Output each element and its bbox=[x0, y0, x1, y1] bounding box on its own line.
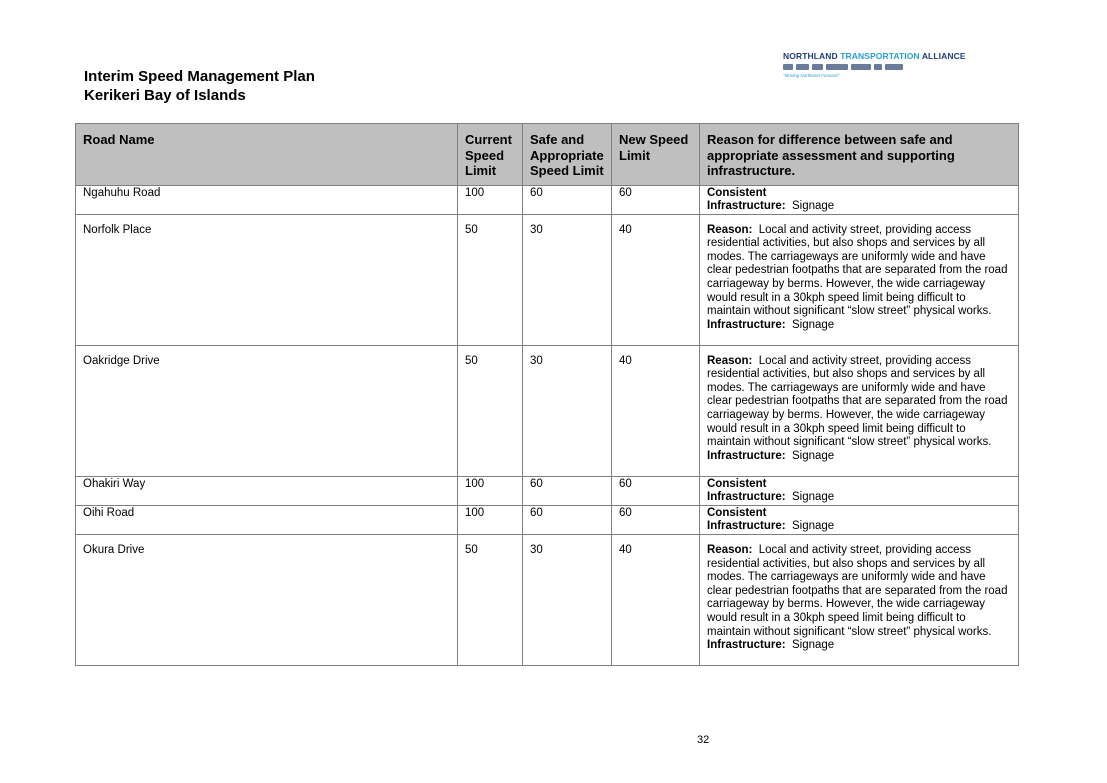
table-row bbox=[76, 505, 1019, 534]
new-speed-cell: 60 bbox=[612, 476, 700, 505]
road-name-cell: Norfolk Place bbox=[76, 214, 458, 345]
logo-name: NORTHLAND TRANSPORTATION ALLIANCE bbox=[783, 51, 966, 61]
road-name-cell: Oakridge Drive bbox=[76, 345, 458, 476]
safe-speed-cell: 60 bbox=[523, 505, 612, 534]
header-new-speed: New Speed Limit bbox=[612, 124, 700, 186]
reason-cell: Reason: Local and activity street, providing access residential activities, but also shops and services by all modes. The carriageways are uniformly wide and have clear pedestrian footpaths that are separated from the road carriageway by berms. However, the wide carriageway would result in a 30kph speed limit being difficult to maintain without significant “slow street” physical works. Infrastructure: Signage bbox=[700, 214, 1019, 345]
road-name-cell: Oihi Road bbox=[76, 505, 458, 534]
title-line-2: Kerikeri Bay of Islands bbox=[84, 87, 246, 104]
new-speed-cell: 40 bbox=[612, 214, 700, 345]
title-line-1: Interim Speed Management Plan bbox=[84, 68, 315, 85]
reason-cell: Consistent Infrastructure: Signage bbox=[700, 505, 1019, 534]
safe-speed-cell: 30 bbox=[523, 214, 612, 345]
road-name-cell: Ngahuhu Road bbox=[76, 185, 458, 214]
table-row bbox=[76, 345, 1019, 476]
document-title bbox=[84, 67, 315, 105]
table-row bbox=[76, 185, 1019, 214]
safe-speed-cell: 30 bbox=[523, 535, 612, 666]
road-name-cell: Okura Drive bbox=[76, 535, 458, 666]
table-row bbox=[76, 535, 1019, 666]
table-row bbox=[76, 476, 1019, 505]
current-speed-cell: 100 bbox=[458, 476, 523, 505]
header-road-name: Road Name bbox=[76, 124, 458, 186]
current-speed-cell: 50 bbox=[458, 345, 523, 476]
speed-limit-table bbox=[75, 123, 1019, 666]
header-reason: Reason for difference between safe and appropriate assessment and supporting infrastructure. bbox=[700, 124, 1019, 186]
safe-speed-cell: 60 bbox=[523, 476, 612, 505]
page-number: 32 bbox=[697, 734, 710, 746]
header-current-speed: Current Speed Limit bbox=[458, 124, 523, 186]
new-speed-cell: 60 bbox=[612, 505, 700, 534]
safe-speed-cell: 60 bbox=[523, 185, 612, 214]
header-safe-speed: Safe and Appropriate Speed Limit bbox=[523, 124, 612, 186]
table-row bbox=[76, 214, 1019, 345]
new-speed-cell: 60 bbox=[612, 185, 700, 214]
road-name-cell: Ohakiri Way bbox=[76, 476, 458, 505]
reason-cell: Consistent Infrastructure: Signage bbox=[700, 185, 1019, 214]
table-header-row bbox=[76, 124, 1019, 186]
logo-tagline: "Moving Northland Forward" bbox=[783, 73, 840, 78]
current-speed-cell: 100 bbox=[458, 185, 523, 214]
new-speed-cell: 40 bbox=[612, 535, 700, 666]
alliance-logo bbox=[783, 51, 966, 81]
reason-cell: Reason: Local and activity street, providing access residential activities, but also shops and services by all modes. The carriageways are uniformly wide and have clear pedestrian footpaths that are separated from the road carriageway by berms. However, the wide carriageway would result in a 30kph speed limit being difficult to maintain without significant “slow street” physical works. Infrastructure: Signage bbox=[700, 535, 1019, 666]
current-speed-cell: 50 bbox=[458, 214, 523, 345]
current-speed-cell: 50 bbox=[458, 535, 523, 666]
reason-cell: Consistent Infrastructure: Signage bbox=[700, 476, 1019, 505]
current-speed-cell: 100 bbox=[458, 505, 523, 534]
reason-cell: Reason: Local and activity street, providing access residential activities, but also shops and services by all modes. The carriageways are uniformly wide and have clear pedestrian footpaths that are separated from the road carriageway by berms. However, the wide carriageway would result in a 30kph speed limit being difficult to maintain without significant “slow street” physical works. Infrastructure: Signage bbox=[700, 345, 1019, 476]
safe-speed-cell: 30 bbox=[523, 345, 612, 476]
new-speed-cell: 40 bbox=[612, 345, 700, 476]
partner-logos bbox=[783, 63, 948, 71]
